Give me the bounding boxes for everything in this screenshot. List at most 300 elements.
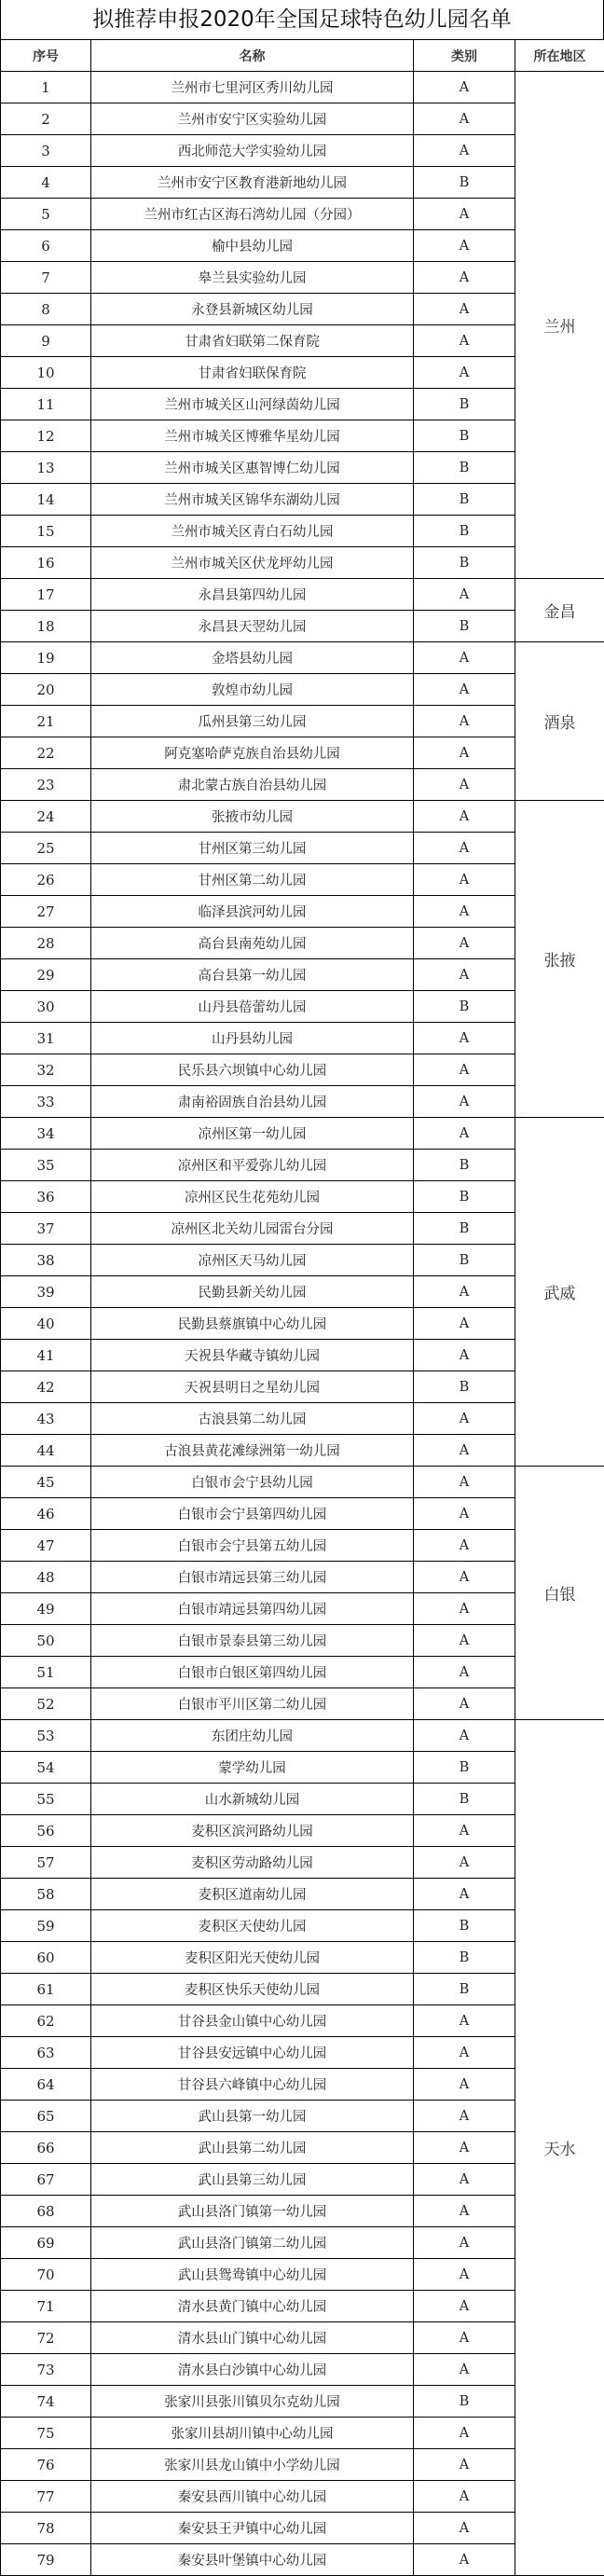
row-name: 清水县白沙镇中心幼儿园 <box>91 2354 414 2386</box>
row-name: 白银市会宁县第四幼儿园 <box>91 1498 414 1530</box>
row-category: B <box>414 1181 515 1213</box>
row-number: 27 <box>1 896 91 928</box>
row-name: 榆中县幼儿园 <box>91 230 414 262</box>
table-row <box>1 1181 604 1213</box>
row-category: B <box>414 389 515 420</box>
table-row <box>1 2005 604 2037</box>
row-number: 9 <box>1 325 91 357</box>
row-number: 53 <box>1 1720 91 1752</box>
region-cell: 兰州 <box>515 72 604 579</box>
row-name: 秦安县王尹镇中心幼儿园 <box>91 2513 414 2544</box>
row-number: 6 <box>1 230 91 262</box>
row-name: 麦积区快乐天使幼儿园 <box>91 1974 414 2005</box>
row-number: 68 <box>1 2196 91 2227</box>
region-cell: 白银 <box>515 1467 604 1720</box>
row-category: A <box>414 1530 515 1562</box>
row-number: 23 <box>1 769 91 801</box>
row-number: 2 <box>1 103 91 135</box>
row-number: 41 <box>1 1340 91 1371</box>
row-category: A <box>414 928 515 959</box>
row-category: A <box>414 1435 515 1467</box>
row-category: A <box>414 199 515 230</box>
table-row <box>1 1562 604 1593</box>
header-region: 所在地区 <box>515 40 604 72</box>
table-row <box>1 1213 604 1245</box>
row-category: B <box>414 991 515 1023</box>
row-category: A <box>414 1276 515 1308</box>
row-number: 4 <box>1 167 91 199</box>
row-name: 武山县洛门镇第一幼儿园 <box>91 2196 414 2227</box>
table-row <box>1 1752 604 1784</box>
row-category: A <box>414 2481 515 2513</box>
header-name: 名称 <box>91 40 414 72</box>
row-name: 皋兰县实验幼儿园 <box>91 262 414 294</box>
table-row <box>1 230 604 262</box>
table-row <box>1 2037 604 2069</box>
table-row <box>1 2322 604 2354</box>
row-number: 70 <box>1 2259 91 2291</box>
row-number: 58 <box>1 1879 91 1910</box>
row-number: 56 <box>1 1815 91 1847</box>
table-row <box>1 769 604 801</box>
row-number: 26 <box>1 864 91 896</box>
table-row <box>1 294 604 325</box>
row-name: 清水县山门镇中心幼儿园 <box>91 2322 414 2354</box>
row-number: 64 <box>1 2069 91 2101</box>
row-category: A <box>414 1593 515 1625</box>
row-category: B <box>414 1371 515 1403</box>
row-name: 白银市白银区第四幼儿园 <box>91 1657 414 1688</box>
row-name: 山丹县蓓蕾幼儿园 <box>91 991 414 1023</box>
row-name: 凉州区和平爱弥儿幼儿园 <box>91 1150 414 1181</box>
row-category: A <box>414 737 515 769</box>
row-category: B <box>414 1974 515 2005</box>
table-row <box>1 167 604 199</box>
row-name: 武山县第二幼儿园 <box>91 2132 414 2164</box>
table-row <box>1 2164 604 2196</box>
row-name: 敦煌市幼儿园 <box>91 674 414 706</box>
row-number: 15 <box>1 516 91 547</box>
row-number: 51 <box>1 1657 91 1688</box>
row-name: 兰州市城关区惠智博仁幼儿园 <box>91 452 414 484</box>
table-row <box>1 2481 604 2513</box>
row-category: A <box>414 2322 515 2354</box>
row-number: 38 <box>1 1245 91 1276</box>
row-category: A <box>414 2354 515 2386</box>
row-category: A <box>414 1308 515 1340</box>
row-category: A <box>414 674 515 706</box>
row-category: A <box>414 2005 515 2037</box>
row-number: 72 <box>1 2322 91 2354</box>
row-name: 永昌县第四幼儿园 <box>91 579 414 611</box>
row-category: A <box>414 2037 515 2069</box>
row-category: A <box>414 1340 515 1371</box>
row-category: A <box>414 1625 515 1657</box>
table-row <box>1 420 604 452</box>
row-number: 69 <box>1 2227 91 2259</box>
row-category: A <box>414 1815 515 1847</box>
table-row <box>1 991 604 1023</box>
row-name: 张家川县张川镇贝尔克幼儿园 <box>91 2386 414 2418</box>
row-number: 77 <box>1 2481 91 2513</box>
row-category: B <box>414 420 515 452</box>
row-number: 14 <box>1 484 91 516</box>
row-number: 36 <box>1 1181 91 1213</box>
row-category: B <box>414 547 515 579</box>
row-number: 62 <box>1 2005 91 2037</box>
table-row <box>1 833 604 864</box>
table-row <box>1 103 604 135</box>
table-row <box>1 2386 604 2418</box>
row-name: 麦积区道南幼儿园 <box>91 1879 414 1910</box>
row-number: 45 <box>1 1467 91 1498</box>
row-name: 西北师范大学实验幼儿园 <box>91 135 414 167</box>
row-name: 天祝县明日之星幼儿园 <box>91 1371 414 1403</box>
row-category: A <box>414 2259 515 2291</box>
row-name: 凉州区民生花苑幼儿园 <box>91 1181 414 1213</box>
table-row <box>1 1784 604 1815</box>
row-category: A <box>414 801 515 833</box>
row-number: 19 <box>1 642 91 674</box>
table-row <box>1 959 604 991</box>
row-category: A <box>414 1054 515 1086</box>
row-category: A <box>414 135 515 167</box>
row-number: 10 <box>1 357 91 389</box>
table-row <box>1 2291 604 2322</box>
table-row <box>1 1371 604 1403</box>
row-category: A <box>414 769 515 801</box>
row-name: 兰州市城关区伏龙坪幼儿园 <box>91 547 414 579</box>
row-category: A <box>414 833 515 864</box>
row-number: 42 <box>1 1371 91 1403</box>
row-number: 71 <box>1 2291 91 2322</box>
table-row <box>1 2227 604 2259</box>
row-number: 17 <box>1 579 91 611</box>
row-category: A <box>414 1562 515 1593</box>
row-number: 25 <box>1 833 91 864</box>
row-name: 民勤县蔡旗镇中心幼儿园 <box>91 1308 414 1340</box>
row-category: B <box>414 1150 515 1181</box>
row-category: A <box>414 2291 515 2322</box>
row-name: 临泽县滨河幼儿园 <box>91 896 414 928</box>
row-number: 31 <box>1 1023 91 1054</box>
table-row <box>1 2449 604 2481</box>
row-name: 武山县鸳鸯镇中心幼儿园 <box>91 2259 414 2291</box>
row-name: 麦积区阳光天使幼儿园 <box>91 1942 414 1974</box>
row-number: 20 <box>1 674 91 706</box>
row-name: 张家川县龙山镇中小学幼儿园 <box>91 2449 414 2481</box>
row-name: 甘肃省妇联第二保育院 <box>91 325 414 357</box>
row-category: A <box>414 103 515 135</box>
row-category: B <box>414 2386 515 2418</box>
table-row <box>1 2132 604 2164</box>
row-number: 8 <box>1 294 91 325</box>
table-row <box>1 706 604 737</box>
row-number: 33 <box>1 1086 91 1118</box>
row-category: B <box>414 516 515 547</box>
row-number: 30 <box>1 991 91 1023</box>
table-row <box>1 1308 604 1340</box>
row-category: A <box>414 325 515 357</box>
table-row <box>1 1815 604 1847</box>
row-number: 43 <box>1 1403 91 1435</box>
row-category: A <box>414 642 515 674</box>
row-name: 金塔县幼儿园 <box>91 642 414 674</box>
kindergarten-table <box>0 39 604 2576</box>
table-row <box>1 2354 604 2386</box>
row-name: 山丹县幼儿园 <box>91 1023 414 1054</box>
row-number: 3 <box>1 135 91 167</box>
row-name: 武山县第一幼儿园 <box>91 2101 414 2132</box>
row-name: 清水县黄门镇中心幼儿园 <box>91 2291 414 2322</box>
table-row <box>1 2418 604 2449</box>
table-row <box>1 1276 604 1308</box>
row-name: 兰州市安宁区教育港新地幼儿园 <box>91 167 414 199</box>
row-name: 肃南裕固族自治县幼儿园 <box>91 1086 414 1118</box>
row-number: 16 <box>1 547 91 579</box>
row-category: A <box>414 2101 515 2132</box>
header-category: 类别 <box>414 40 515 72</box>
row-name: 甘州区第二幼儿园 <box>91 864 414 896</box>
row-category: A <box>414 2164 515 2196</box>
row-category: A <box>414 864 515 896</box>
row-category: A <box>414 294 515 325</box>
table-row <box>1 135 604 167</box>
row-category: B <box>414 611 515 642</box>
row-number: 55 <box>1 1784 91 1815</box>
row-number: 66 <box>1 2132 91 2164</box>
region-cell: 金昌 <box>515 579 604 642</box>
row-number: 40 <box>1 1308 91 1340</box>
region-cell: 张掖 <box>515 801 604 1118</box>
row-number: 78 <box>1 2513 91 2544</box>
row-name: 甘谷县六峰镇中心幼儿园 <box>91 2069 414 2101</box>
region-cell: 武威 <box>515 1118 604 1467</box>
row-name: 永登县新城区幼儿园 <box>91 294 414 325</box>
row-number: 21 <box>1 706 91 737</box>
table-row <box>1 389 604 420</box>
table-row <box>1 801 604 833</box>
row-name: 永昌县天翌幼儿园 <box>91 611 414 642</box>
row-name: 白银市靖远县第四幼儿园 <box>91 1593 414 1625</box>
row-name: 张掖市幼儿园 <box>91 801 414 833</box>
row-number: 11 <box>1 389 91 420</box>
row-name: 兰州市城关区锦华东湖幼儿园 <box>91 484 414 516</box>
table-row <box>1 674 604 706</box>
row-category: A <box>414 2418 515 2449</box>
row-number: 63 <box>1 2037 91 2069</box>
table-row <box>1 1942 604 1974</box>
table-row <box>1 737 604 769</box>
row-number: 22 <box>1 737 91 769</box>
row-category: A <box>414 959 515 991</box>
row-number: 29 <box>1 959 91 991</box>
row-name: 古浪县第二幼儿园 <box>91 1403 414 1435</box>
page-title: 拟推荐申报2020年全国足球特色幼儿园名单 <box>0 0 604 39</box>
table-row <box>1 1688 604 1720</box>
row-name: 东团庄幼儿园 <box>91 1720 414 1752</box>
row-number: 47 <box>1 1530 91 1562</box>
row-name: 甘肃省妇联保育院 <box>91 357 414 389</box>
row-category: B <box>414 1942 515 1974</box>
region-cell: 天水 <box>515 1720 604 2576</box>
row-number: 60 <box>1 1942 91 1974</box>
row-number: 67 <box>1 2164 91 2196</box>
row-name: 阿克塞哈萨克族自治县幼儿园 <box>91 737 414 769</box>
table-row <box>1 547 604 579</box>
row-category: A <box>414 1086 515 1118</box>
row-category: A <box>414 1467 515 1498</box>
table-row <box>1 1086 604 1118</box>
table-row <box>1 928 604 959</box>
row-number: 76 <box>1 2449 91 2481</box>
row-name: 白银市会宁县第五幼儿园 <box>91 1530 414 1562</box>
row-number: 49 <box>1 1593 91 1625</box>
row-name: 甘州区第三幼儿园 <box>91 833 414 864</box>
row-number: 7 <box>1 262 91 294</box>
table-row <box>1 1974 604 2005</box>
table-row <box>1 1118 604 1150</box>
table-row <box>1 1720 604 1752</box>
table-row <box>1 325 604 357</box>
row-number: 35 <box>1 1150 91 1181</box>
row-name: 兰州市城关区山河绿茵幼儿园 <box>91 389 414 420</box>
row-name: 麦积区滨河路幼儿园 <box>91 1815 414 1847</box>
table-row <box>1 896 604 928</box>
row-category: A <box>414 262 515 294</box>
row-name: 兰州市城关区博雅华星幼儿园 <box>91 420 414 452</box>
table-row <box>1 1530 604 1562</box>
row-number: 12 <box>1 420 91 452</box>
row-name: 民勤县新关幼儿园 <box>91 1276 414 1308</box>
row-name: 蒙学幼儿园 <box>91 1752 414 1784</box>
row-number: 32 <box>1 1054 91 1086</box>
table-row <box>1 2196 604 2227</box>
row-category: A <box>414 2449 515 2481</box>
row-name: 兰州市城关区青白石幼儿园 <box>91 516 414 547</box>
row-category: A <box>414 2544 515 2576</box>
row-number: 46 <box>1 1498 91 1530</box>
row-name: 武山县第三幼儿园 <box>91 2164 414 2196</box>
table-row <box>1 262 604 294</box>
table-row <box>1 1340 604 1371</box>
row-category: A <box>414 579 515 611</box>
row-name: 秦安县西川镇中心幼儿园 <box>91 2481 414 2513</box>
table-row <box>1 1054 604 1086</box>
row-category: A <box>414 1657 515 1688</box>
row-name: 山水新城幼儿园 <box>91 1784 414 1815</box>
row-number: 61 <box>1 1974 91 2005</box>
table-row <box>1 642 604 674</box>
row-number: 5 <box>1 199 91 230</box>
row-name: 白银市会宁县幼儿园 <box>91 1467 414 1498</box>
row-category: A <box>414 1403 515 1435</box>
row-number: 28 <box>1 928 91 959</box>
row-category: A <box>414 1498 515 1530</box>
table-row <box>1 2101 604 2132</box>
table-row <box>1 1023 604 1054</box>
row-category: B <box>414 167 515 199</box>
row-name: 张家川县胡川镇中心幼儿园 <box>91 2418 414 2449</box>
row-category: A <box>414 1688 515 1720</box>
row-number: 75 <box>1 2418 91 2449</box>
table-row <box>1 1847 604 1879</box>
header-number: 序号 <box>1 40 91 72</box>
row-number: 54 <box>1 1752 91 1784</box>
table-row <box>1 1910 604 1942</box>
table-row <box>1 199 604 230</box>
row-number: 37 <box>1 1213 91 1245</box>
row-name: 秦安县叶堡镇中心幼儿园 <box>91 2544 414 2576</box>
row-category: B <box>414 1784 515 1815</box>
row-name: 天祝县华藏寺镇幼儿园 <box>91 1340 414 1371</box>
table-row <box>1 1657 604 1688</box>
table-row <box>1 1150 604 1181</box>
row-number: 73 <box>1 2354 91 2386</box>
row-name: 凉州区北关幼儿园雷台分园 <box>91 1213 414 1245</box>
row-name: 肃北蒙古族自治县幼儿园 <box>91 769 414 801</box>
table-row <box>1 72 604 103</box>
row-number: 65 <box>1 2101 91 2132</box>
row-category: A <box>414 2196 515 2227</box>
row-category: A <box>414 230 515 262</box>
row-category: A <box>414 1847 515 1879</box>
row-name: 武山县洛门镇第二幼儿园 <box>91 2227 414 2259</box>
table-row <box>1 2513 604 2544</box>
row-number: 24 <box>1 801 91 833</box>
row-number: 52 <box>1 1688 91 1720</box>
row-category: A <box>414 1023 515 1054</box>
row-name: 凉州区天马幼儿园 <box>91 1245 414 1276</box>
table-row <box>1 2259 604 2291</box>
row-name: 瓜州县第三幼儿园 <box>91 706 414 737</box>
row-name: 兰州市七里河区秀川幼儿园 <box>91 72 414 103</box>
table-row <box>1 1403 604 1435</box>
table-row <box>1 516 604 547</box>
row-name: 兰州市安宁区实验幼儿园 <box>91 103 414 135</box>
table-row <box>1 452 604 484</box>
row-name: 民乐县六坝镇中心幼儿园 <box>91 1054 414 1086</box>
row-category: A <box>414 2227 515 2259</box>
row-name: 白银市靖远县第三幼儿园 <box>91 1562 414 1593</box>
table-row <box>1 1245 604 1276</box>
row-number: 18 <box>1 611 91 642</box>
table-row <box>1 1625 604 1657</box>
row-name: 白银市景泰县第三幼儿园 <box>91 1625 414 1657</box>
table-row <box>1 484 604 516</box>
row-category: A <box>414 1118 515 1150</box>
table-body <box>1 72 604 2576</box>
table-row <box>1 1879 604 1910</box>
row-category: A <box>414 2069 515 2101</box>
row-number: 34 <box>1 1118 91 1150</box>
row-category: A <box>414 1720 515 1752</box>
row-number: 79 <box>1 2544 91 2576</box>
row-number: 48 <box>1 1562 91 1593</box>
table-row <box>1 2544 604 2576</box>
row-number: 39 <box>1 1276 91 1308</box>
row-category: A <box>414 2513 515 2544</box>
row-name: 麦积区劳动路幼儿园 <box>91 1847 414 1879</box>
row-name: 白银市平川区第二幼儿园 <box>91 1688 414 1720</box>
table-row <box>1 1593 604 1625</box>
region-cell: 酒泉 <box>515 642 604 801</box>
row-category: A <box>414 72 515 103</box>
row-category: A <box>414 357 515 389</box>
row-number: 57 <box>1 1847 91 1879</box>
row-number: 59 <box>1 1910 91 1942</box>
row-name: 高台县第一幼儿园 <box>91 959 414 991</box>
